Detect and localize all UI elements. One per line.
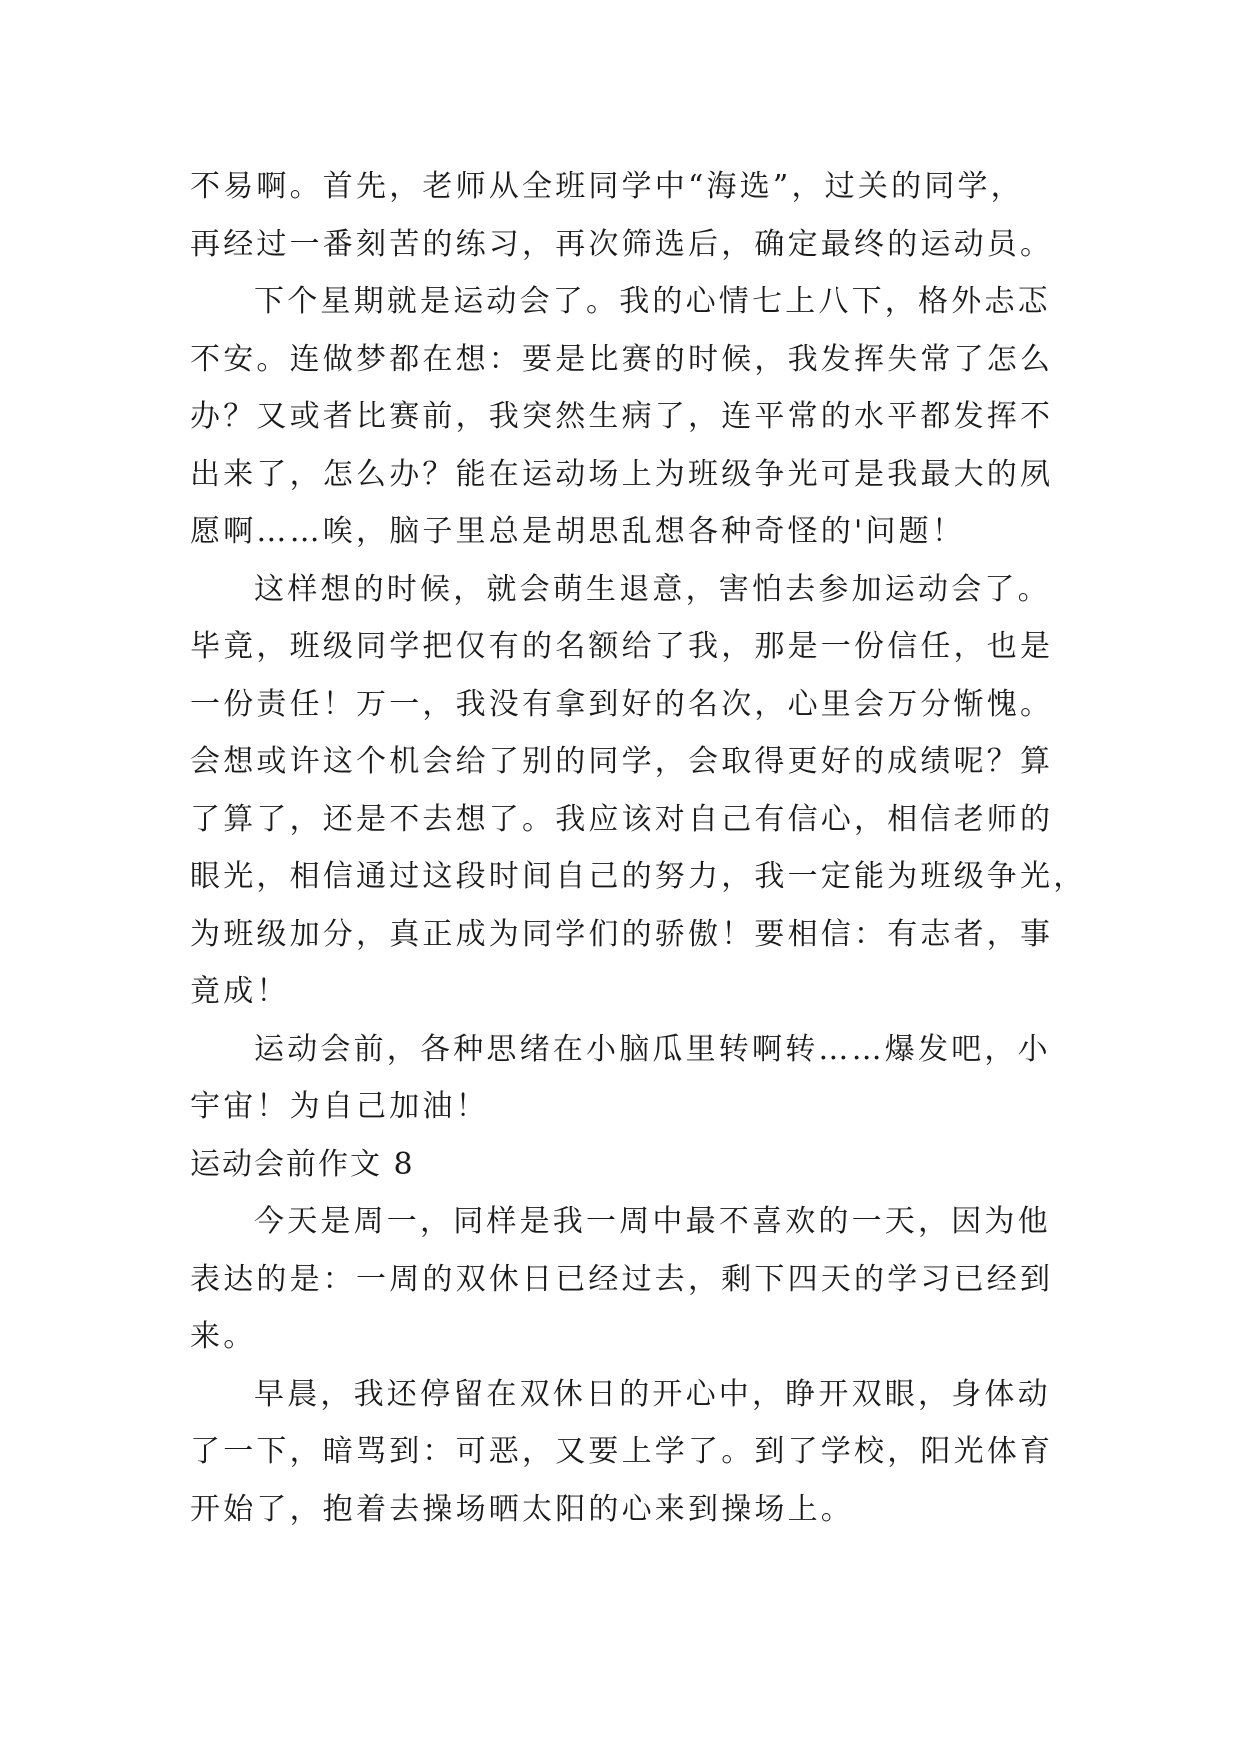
text-line: 不易啊。首先，老师从全班同学中“海选”，过关的同学，	[190, 169, 1024, 204]
paragraph-first-line: 下个星期就是运动会了。我的心情七上八下，格外忐忑	[254, 284, 1051, 319]
text-line: 眼光，相信通过这段时间自己的努力，我一定能为班级争光，	[190, 859, 1087, 894]
body-text	[190, 158, 1087, 1538]
text-line: 毕竟，班级同学把仅有的名额给了我，那是一份信任，也是	[190, 629, 1054, 664]
text-line: 为班级加分，真正成为同学们的骄傲！要相信：有志者，事	[190, 916, 1054, 952]
text-line: 办？又或者比赛前，我突然生病了，连平常的水平都发挥不	[190, 399, 1054, 434]
section-heading: 运动会前作文 8	[190, 1146, 415, 1182]
text-line: 了一下，暗骂到：可恶，又要上学了。到了学校，阳光体育	[190, 1434, 1054, 1469]
text-line: 会想或许这个机会给了别的同学，会取得更好的成绩呢？算	[190, 744, 1054, 779]
text-line: 了算了，还是不去想了。我应该对自己有信心，相信老师的	[190, 801, 1054, 837]
paragraph-first-line: 早晨，我还停留在双休日的开心中，睁开双眼，身体动	[254, 1376, 1051, 1412]
text-line: 表达的是：一周的双休日已经过去，剩下四天的学习已经到	[190, 1261, 1054, 1297]
text-line: 出来了，怎么办？能在运动场上为班级争光可是我最大的夙	[190, 456, 1054, 492]
text-line: 竟成！	[190, 974, 290, 1009]
text-line: 来。	[190, 1319, 257, 1354]
text-line: 愿啊……唉，脑子里总是胡思乱想各种奇怪的'问题！	[190, 514, 966, 549]
paragraph-first-line: 这样想的时候，就会萌生退意，害怕去参加运动会了。	[254, 571, 1051, 607]
text-line: 不安。连做梦都在想：要是比赛的时候，我发挥失常了怎么	[190, 341, 1054, 377]
text-line: 再经过一番刻苦的练习，再次筛选后，确定最终的运动员。	[190, 226, 1054, 262]
text-line: 宇宙！为自己加油！	[190, 1089, 489, 1124]
text-line: 一份责任！万一，我没有拿到好的名次，心里会万分惭愧。	[190, 686, 1054, 722]
paragraph-first-line: 今天是周一，同样是我一周中最不喜欢的一天，因为他	[254, 1204, 1051, 1239]
paragraph-first-line: 运动会前，各种思绪在小脑瓜里转啊转……爆发吧，小	[254, 1031, 1051, 1067]
text-line: 开始了，抱着去操场晒太阳的心来到操场上。	[190, 1491, 854, 1527]
